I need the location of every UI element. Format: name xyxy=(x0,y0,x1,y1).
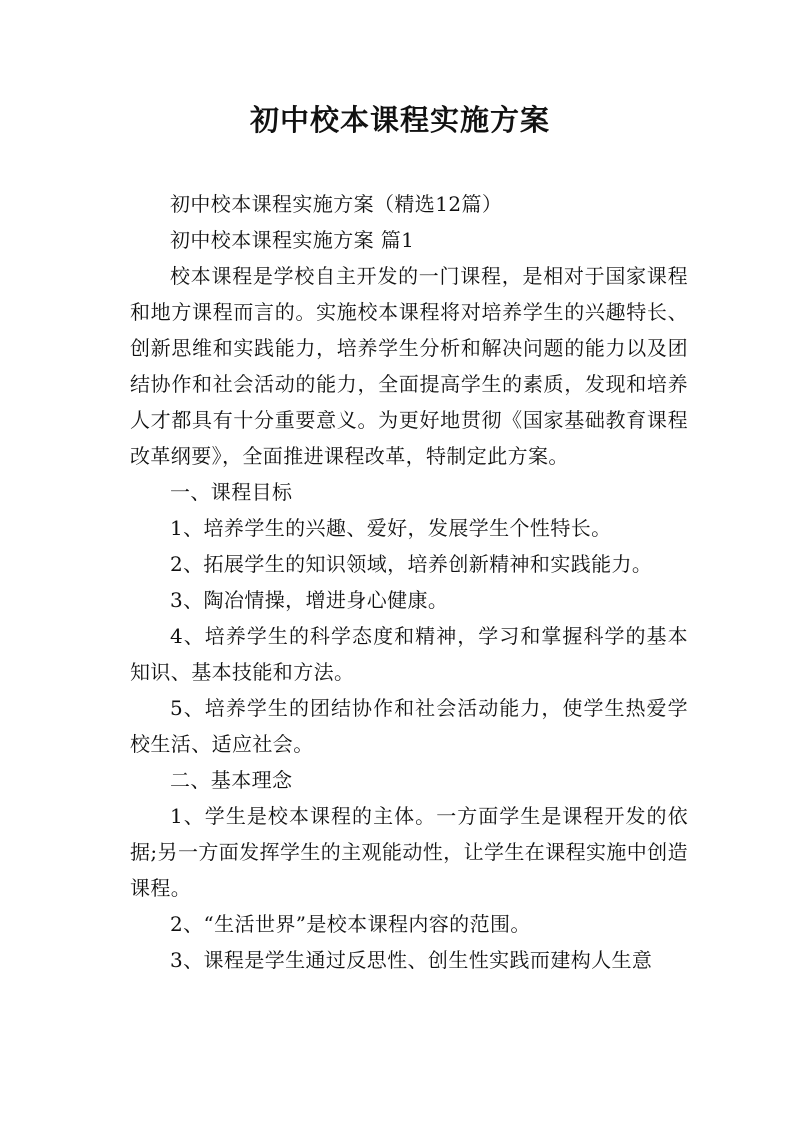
paragraph-intro: 校本课程是学校自主开发的一门课程，是相对于国家课程和地方课程而言的。实施校本课程将对培养学生的兴趣特长、创新思维和实践能力，培养学生分析和解决问题的能力以及团结协作和社会活动的能力，全面提高学生的素质，发现和培养人才都具有十分重要意义。为更好地贯彻《国家基础教育课程改革纲要》，全面推进课程改革，特制定此方案。 xyxy=(130,264,688,468)
document-title: 初中校本课程实施方案 xyxy=(249,103,550,137)
heading-course-goals: 一、课程目标 xyxy=(170,480,293,504)
heading-basic-concepts: 二、基本理念 xyxy=(170,768,293,792)
goal-item-5: 5、培养学生的团结协作和社会活动能力，使学生热爱学校生活、适应社会。 xyxy=(130,696,688,756)
goal-item-1: 1、培养学生的兴趣、爱好，发展学生个性特长。 xyxy=(170,516,612,540)
paragraph-subtitle: 初中校本课程实施方案（精选12篇） xyxy=(170,192,503,216)
concept-item-3: 3、课程是学生通过反思性、创生性实践而建构人生意 xyxy=(170,948,653,972)
goal-item-2: 2、拓展学生的知识领域，培养创新精神和实践能力。 xyxy=(170,552,653,576)
concept-item-1: 1、学生是校本课程的主体。一方面学生是课程开发的依据;另一方面发挥学生的主观能动性，让学生在课程实施中创造课程。 xyxy=(130,804,688,900)
goal-item-4: 4、培养学生的科学态度和精神，学习和掌握科学的基本知识、基本技能和方法。 xyxy=(130,624,688,684)
concept-item-2: 2、“生活世界”是校本课程内容的范围。 xyxy=(170,912,531,936)
goal-item-3: 3、陶冶情操，增进身心健康。 xyxy=(170,588,449,612)
paragraph-section-heading: 初中校本课程实施方案 篇1 xyxy=(170,228,415,252)
document-body xyxy=(130,186,688,978)
